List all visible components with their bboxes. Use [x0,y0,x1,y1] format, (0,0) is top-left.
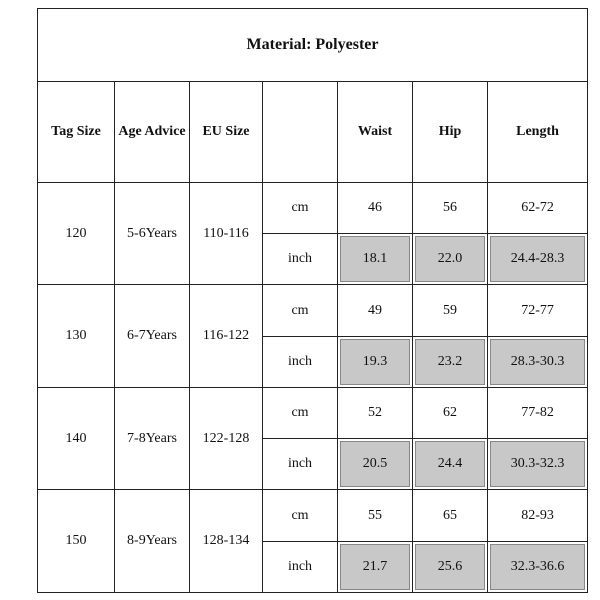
length-inch-cell: 28.3-30.3 [488,336,588,387]
waist-inch-cell: 21.7 [338,541,413,592]
tag-size-cell: 130 [38,285,115,388]
length-cm-cell: 77-82 [488,387,588,438]
hip-cm-cell: 59 [413,285,488,336]
eu-size-cell: 116-122 [190,285,263,388]
table-row [38,182,588,233]
length-cm-cell: 62-72 [488,182,588,233]
unit-inch-label: inch [263,541,338,592]
unit-cm-label: cm [263,387,338,438]
length-inch-cell: 30.3-32.3 [488,439,588,490]
length-cm-cell: 82-93 [488,490,588,541]
unit-cm-label: cm [263,285,338,336]
length-inch-cell: 24.4-28.3 [488,234,588,285]
table-row [38,490,588,541]
material-title: Material: Polyester [38,9,588,82]
size-chart-table [37,8,588,593]
waist-cm-cell: 52 [338,387,413,438]
header-row [38,82,588,183]
header-age-advice: Age Advice [115,82,190,183]
unit-inch-label: inch [263,336,338,387]
hip-cm-cell: 62 [413,387,488,438]
waist-cm-cell: 55 [338,490,413,541]
table-row [38,387,588,438]
hip-inch-cell: 25.6 [413,541,488,592]
age-advice-cell: 6-7Years [115,285,190,388]
hip-inch-cell: 22.0 [413,234,488,285]
header-unit [263,82,338,183]
header-tag-size: Tag Size [38,82,115,183]
unit-inch-label: inch [263,439,338,490]
length-inch-cell: 32.3-36.6 [488,541,588,592]
hip-cm-cell: 56 [413,182,488,233]
waist-inch-cell: 19.3 [338,336,413,387]
table-row [38,285,588,336]
tag-size-cell: 120 [38,182,115,285]
unit-inch-label: inch [263,234,338,285]
age-advice-cell: 7-8Years [115,387,190,490]
hip-cm-cell: 65 [413,490,488,541]
waist-cm-cell: 49 [338,285,413,336]
unit-cm-label: cm [263,182,338,233]
header-waist: Waist [338,82,413,183]
tag-size-cell: 140 [38,387,115,490]
unit-cm-label: cm [263,490,338,541]
waist-cm-cell: 46 [338,182,413,233]
header-eu-size: EU Size [190,82,263,183]
eu-size-cell: 110-116 [190,182,263,285]
header-length: Length [488,82,588,183]
age-advice-cell: 5-6Years [115,182,190,285]
hip-inch-cell: 24.4 [413,439,488,490]
length-cm-cell: 72-77 [488,285,588,336]
age-advice-cell: 8-9Years [115,490,190,593]
tag-size-cell: 150 [38,490,115,593]
waist-inch-cell: 20.5 [338,439,413,490]
eu-size-cell: 122-128 [190,387,263,490]
hip-inch-cell: 23.2 [413,336,488,387]
waist-inch-cell: 18.1 [338,234,413,285]
header-hip: Hip [413,82,488,183]
eu-size-cell: 128-134 [190,490,263,593]
